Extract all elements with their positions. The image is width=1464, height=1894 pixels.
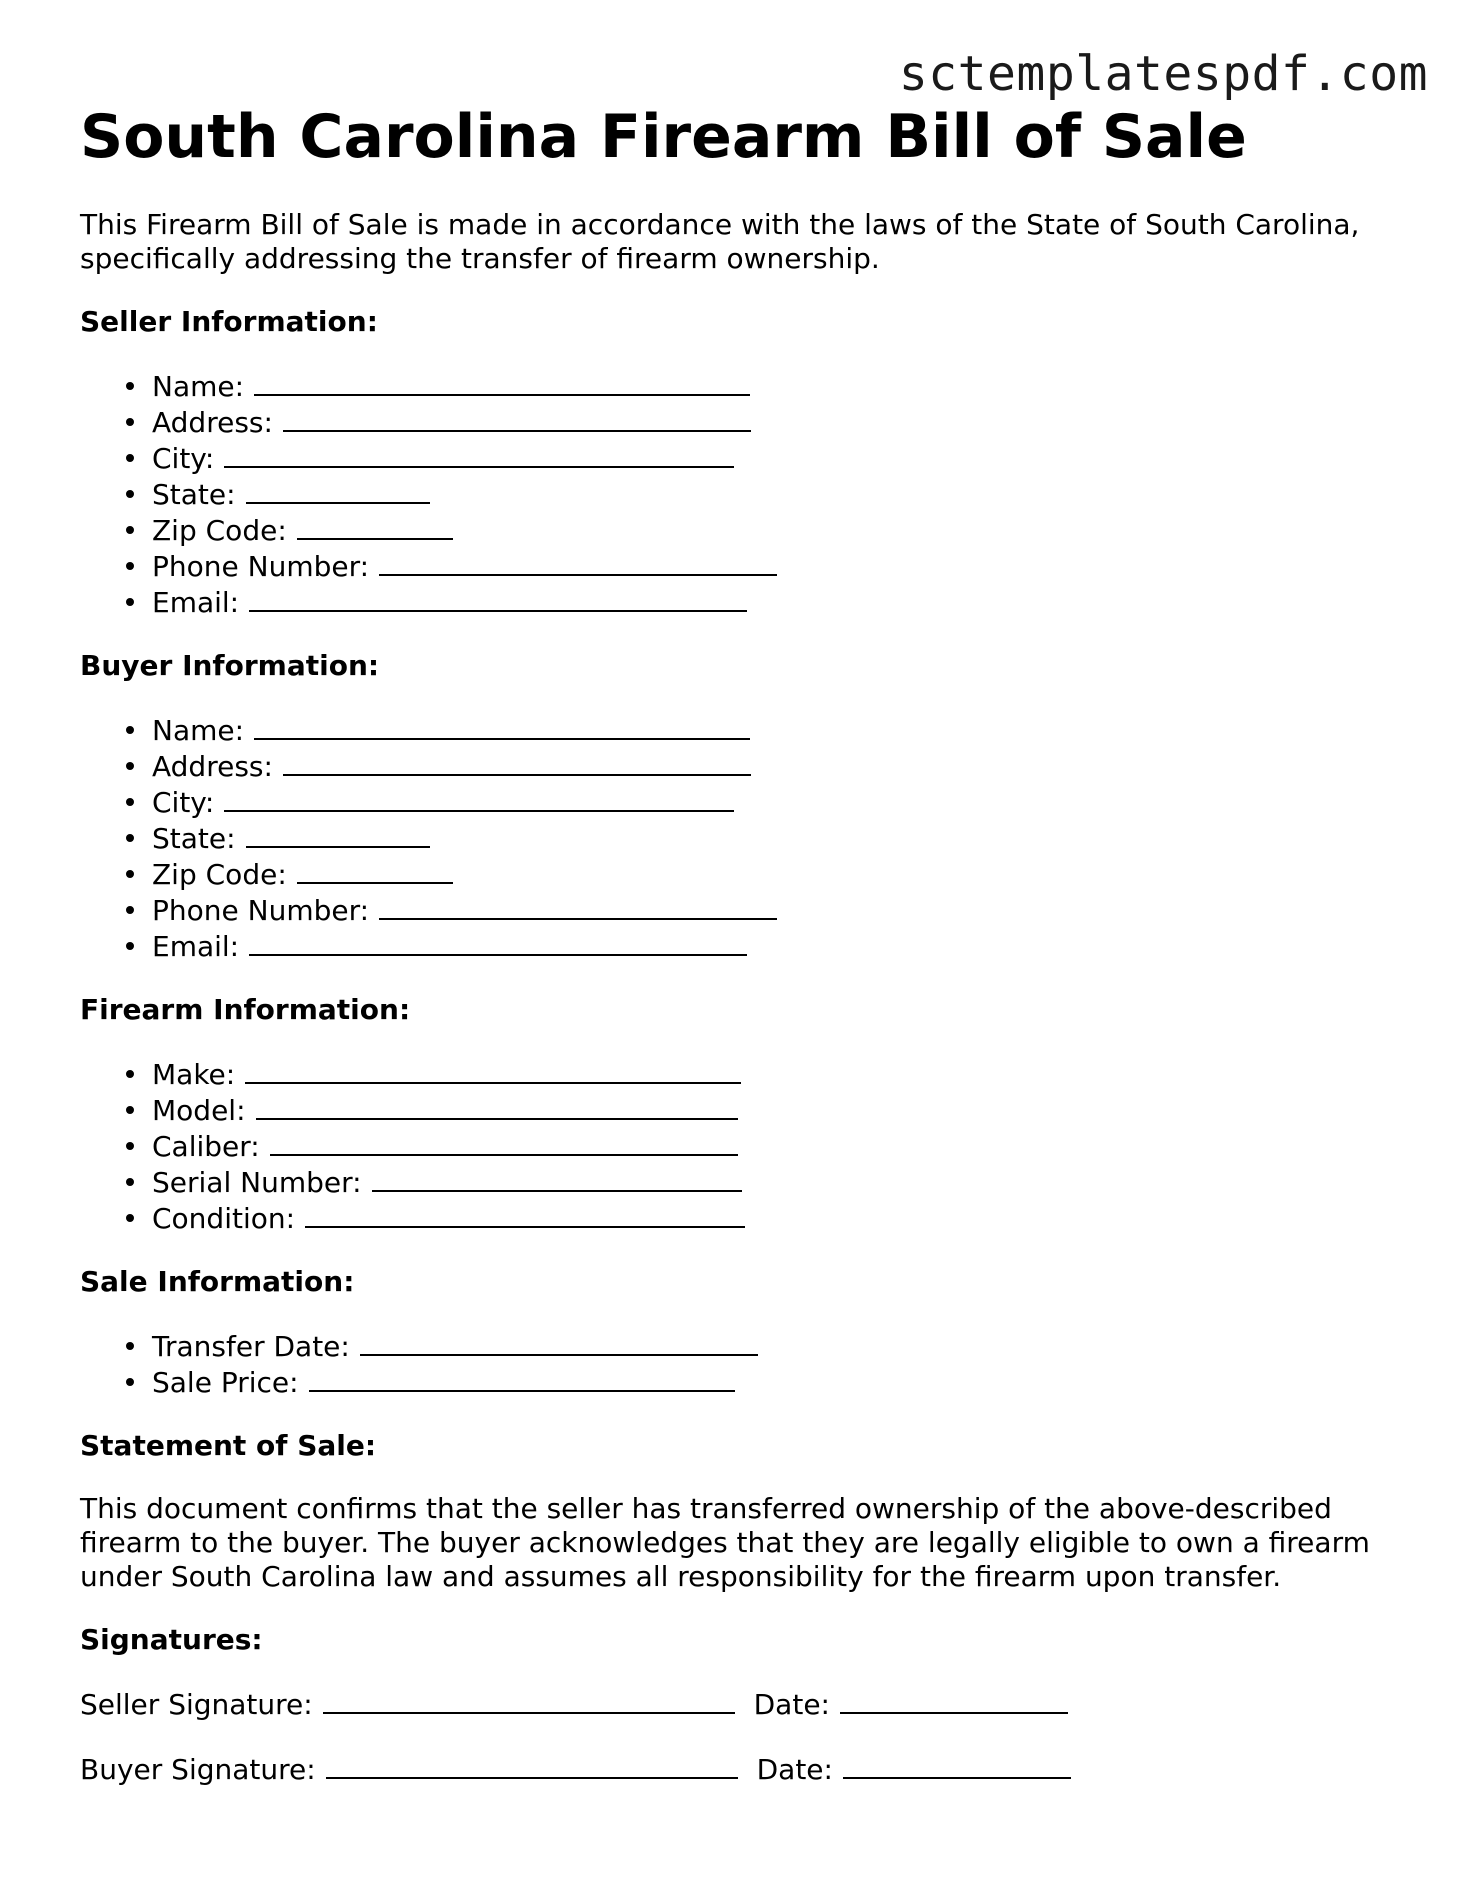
blank-line (843, 1751, 1071, 1779)
seller-city-field: City: (152, 440, 1410, 476)
blank-line (249, 928, 747, 956)
seller-phone-field: Phone Number: (152, 548, 1410, 584)
firearm-condition-field: Condition: (152, 1200, 1410, 1236)
buyer-signature-line: Buyer Signature: Date: (80, 1751, 1410, 1787)
firearm-fields (80, 1056, 1410, 1236)
buyer-email-field: Email: (152, 928, 1410, 964)
blank-line (283, 404, 751, 432)
blank-line (326, 1751, 738, 1779)
buyer-address-field: Address: (152, 748, 1410, 784)
blank-line (254, 712, 750, 740)
blank-line (246, 820, 430, 848)
intro-paragraph: This Firearm Bill of Sale is made in accordance with the laws of the State of South Carolina, specifically addressing the transfer of firearm ownership. (80, 208, 1360, 275)
blank-line (297, 856, 453, 884)
blank-line (249, 584, 747, 612)
buyer-zip-field: Zip Code: (152, 856, 1410, 892)
blank-line (270, 1128, 738, 1156)
firearm-make-field: Make: (152, 1056, 1410, 1092)
sale-transfer-date-field: Transfer Date: (152, 1328, 1410, 1364)
sale-fields (80, 1328, 1410, 1400)
firearm-model-field: Model: (152, 1092, 1410, 1128)
buyer-fields (80, 712, 1410, 964)
blank-line (379, 548, 777, 576)
seller-email-field: Email: (152, 584, 1410, 620)
firearm-heading: Firearm Information: (80, 993, 411, 1026)
seller-fields (80, 368, 1410, 620)
blank-line (372, 1164, 742, 1192)
buyer-name-field: Name: (152, 712, 1410, 748)
buyer-phone-field: Phone Number: (152, 892, 1410, 928)
blank-line (254, 368, 750, 396)
document-title: South Carolina Firearm Bill of Sale (80, 102, 1247, 172)
buyer-heading: Buyer Information: (80, 649, 380, 682)
sale-heading: Sale Information: (80, 1265, 355, 1298)
blank-line (309, 1364, 735, 1392)
blank-line (323, 1686, 735, 1714)
blank-line (379, 892, 777, 920)
blank-line (256, 1092, 738, 1120)
blank-line (283, 748, 751, 776)
blank-line (224, 784, 734, 812)
firearm-serial-field: Serial Number: (152, 1164, 1410, 1200)
signatures-heading: Signatures: (80, 1623, 263, 1656)
buyer-city-field: City: (152, 784, 1410, 820)
blank-line (245, 1056, 741, 1084)
document-page (80, 100, 1410, 1787)
firearm-caliber-field: Caliber: (152, 1128, 1410, 1164)
site-watermark: sctemplatespdf.com (898, 46, 1428, 102)
blank-line (224, 440, 734, 468)
seller-zip-field: Zip Code: (152, 512, 1410, 548)
seller-name-field: Name: (152, 368, 1410, 404)
seller-signature-line: Seller Signature: Date: (80, 1686, 1410, 1722)
blank-line (305, 1200, 745, 1228)
statement-heading: Statement of Sale: (80, 1429, 377, 1462)
buyer-state-field: State: (152, 820, 1410, 856)
blank-line (297, 512, 453, 540)
sale-price-field: Sale Price: (152, 1364, 1410, 1400)
seller-state-field: State: (152, 476, 1410, 512)
blank-line (840, 1686, 1068, 1714)
blank-line (360, 1328, 758, 1356)
blank-line (246, 476, 430, 504)
statement-paragraph: This document confirms that the seller has transferred ownership of the above-described firearm to the buyer. The buyer acknowledges that they are legally eligible to own a firearm under South Carolina law and assumes all responsibility for the firearm upon transfer. (80, 1492, 1370, 1593)
seller-heading: Seller Information: (80, 305, 378, 338)
seller-address-field: Address: (152, 404, 1410, 440)
